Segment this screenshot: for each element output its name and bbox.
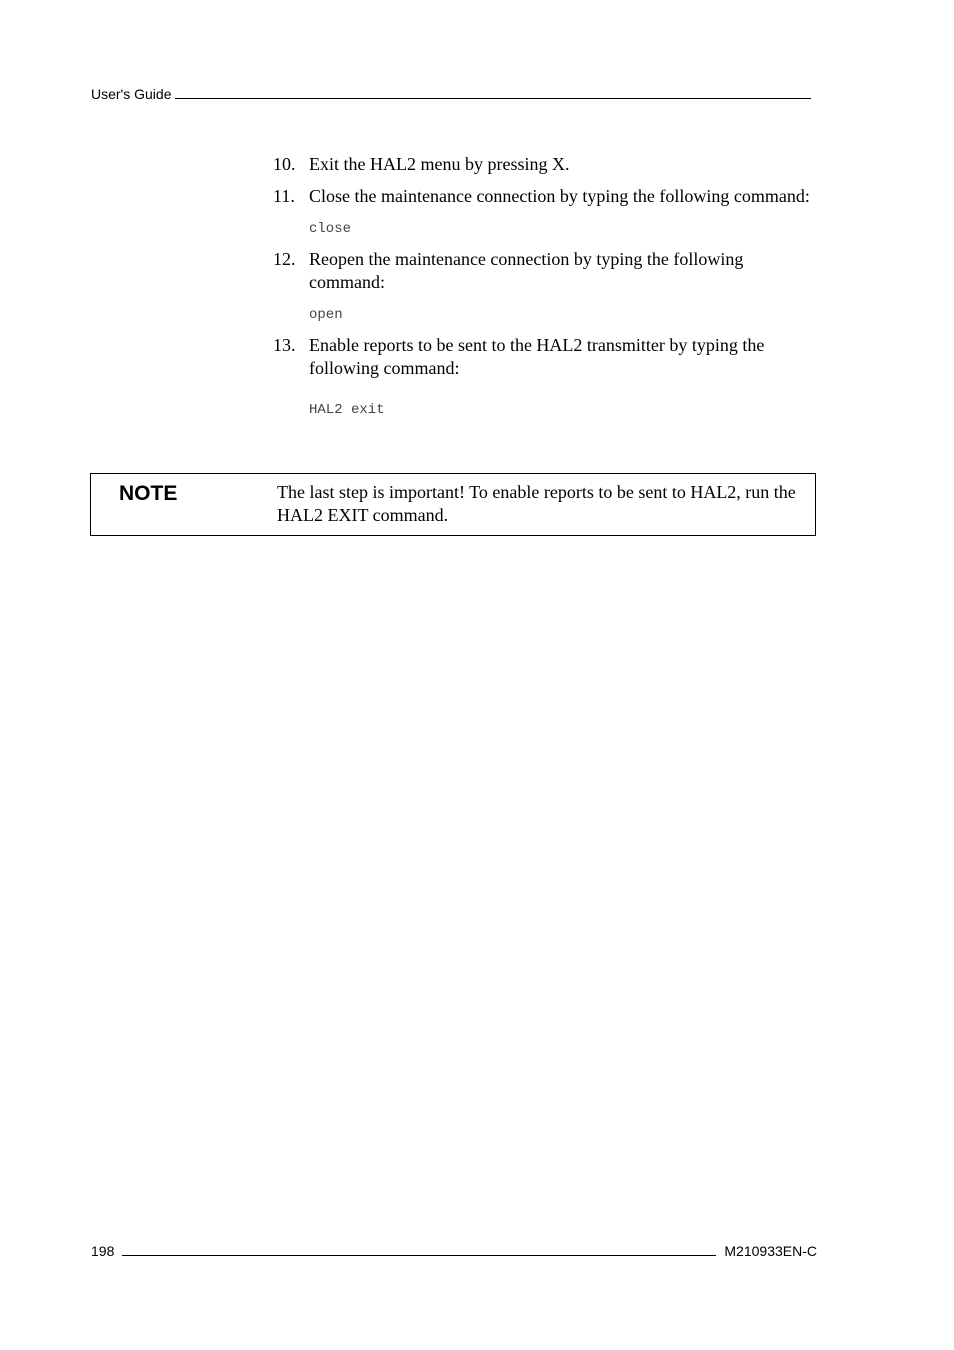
header-rule (175, 98, 811, 99)
step-text: Reopen the maintenance connection by typing the following command: (309, 249, 744, 292)
step-number: 11. (273, 185, 295, 206)
step-item (273, 153, 813, 176)
header-title: User's Guide (91, 86, 172, 102)
step-number: 10. (273, 154, 296, 174)
command-text: HAL2 exit (309, 402, 385, 418)
step-number: 12. (273, 249, 296, 269)
step-item (273, 185, 813, 208)
step-text: Enable reports to be sent to the HAL2 transmitter by typing the following command: (309, 335, 765, 378)
command-text: close (309, 221, 352, 237)
step-item (273, 334, 813, 379)
footer-rule (122, 1255, 716, 1256)
procedure-steps (273, 153, 813, 418)
step-item (273, 248, 813, 293)
page-header (91, 86, 811, 102)
step-number: 13. (273, 335, 296, 355)
page-footer (91, 1243, 817, 1259)
step-text: Exit the HAL2 menu by pressing X. (309, 154, 570, 174)
document-code: M210933EN-C (724, 1243, 817, 1259)
page-number: 198 (91, 1243, 115, 1259)
command-text: open (309, 307, 343, 323)
step-text: Close the maintenance connection by typing the following command: (309, 185, 810, 206)
note-text: The last step is important! To enable reports to be sent to HAL2, run the HAL2 EXIT command. (277, 482, 796, 525)
note-label: NOTE (119, 482, 178, 505)
note-box (90, 473, 816, 536)
